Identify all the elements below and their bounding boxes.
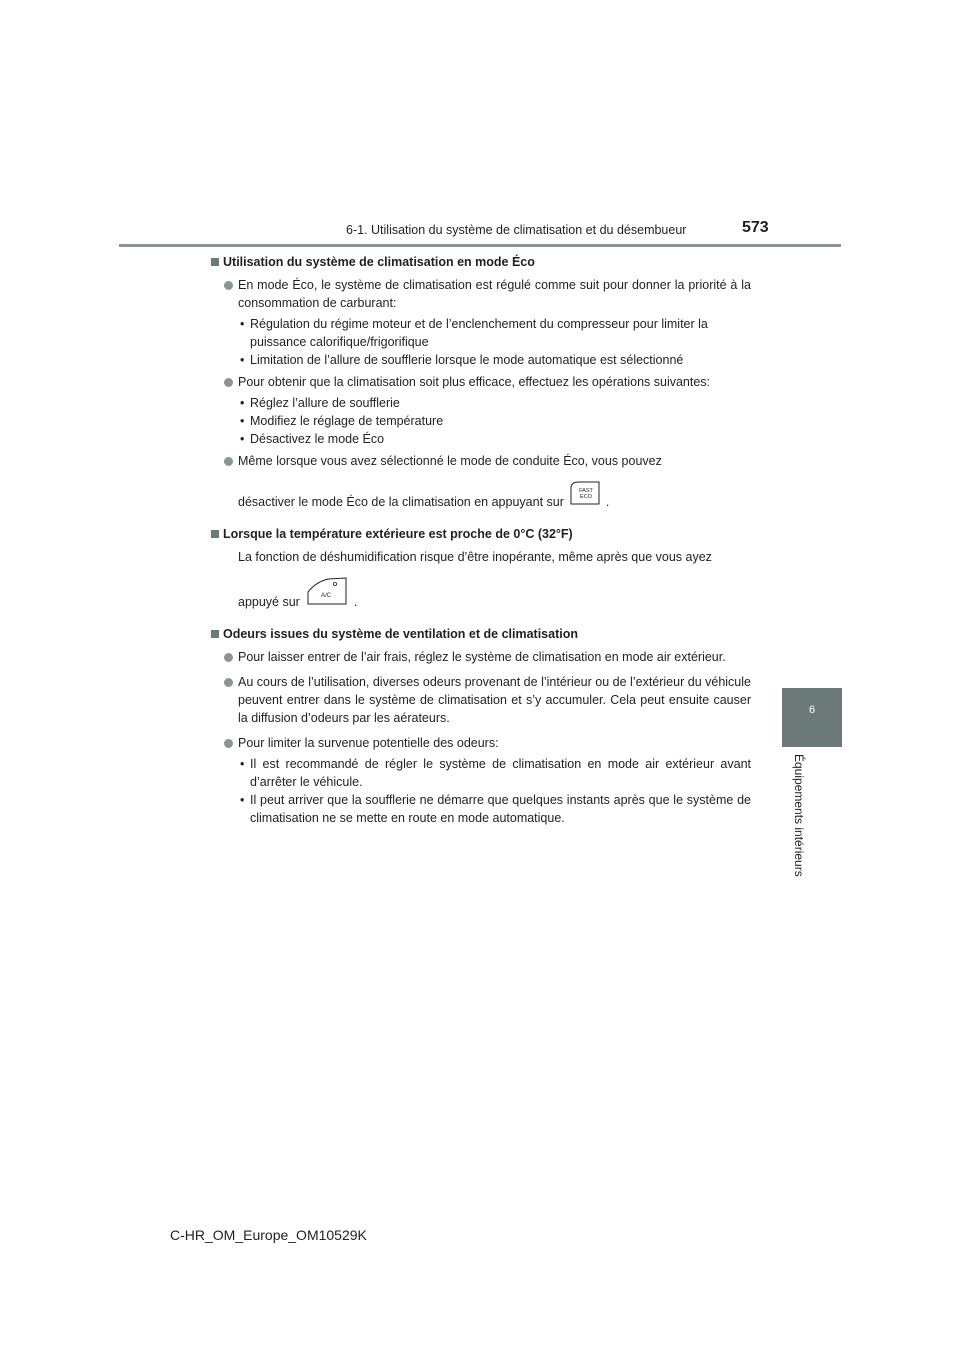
sub-list-text: Réglez l’allure de soufflerie bbox=[250, 396, 400, 410]
section-heading-text: Odeurs issues du système de ventilation et de climatisation bbox=[223, 627, 578, 641]
paragraph bbox=[211, 548, 751, 611]
bullet-item bbox=[211, 452, 751, 511]
section-eco-heading bbox=[211, 253, 751, 272]
sub-list-item bbox=[211, 351, 751, 369]
dot-marker-icon: • bbox=[240, 757, 245, 771]
bullet-item bbox=[211, 648, 751, 666]
sub-list bbox=[211, 394, 751, 448]
bullet-text: Au cours de l’utilisation, diverses odeurs provenant de l’intérieur ou de l’extérieur du véhicule peuvent entrer dans le système de climatisation et s’y accumuler. Cela peut ensuite causer la diffusion d’odeurs par les aérateurs. bbox=[238, 675, 751, 725]
chapter-tab bbox=[782, 688, 842, 747]
circle-bullet-icon bbox=[224, 739, 233, 748]
square-bullet-icon bbox=[211, 258, 219, 266]
sub-list-text: Il est recommandé de régler le système de climatisation en mode air extérieur avant d’arrêter le véhicule. bbox=[250, 757, 751, 789]
header-title: 6-1. Utilisation du système de climatisation et du désembueur bbox=[346, 223, 687, 237]
sub-list-item bbox=[211, 430, 751, 448]
header-rule bbox=[119, 244, 841, 247]
dot-marker-icon: • bbox=[240, 396, 245, 410]
bullet-text: Pour limiter la survenue potentielle des odeurs: bbox=[238, 736, 499, 750]
sub-list bbox=[211, 315, 751, 369]
bullet-text: Pour obtenir que la climatisation soit plus efficace, effectuez les opérations suivantes: bbox=[238, 375, 711, 389]
square-bullet-icon bbox=[211, 630, 219, 638]
sub-list-text: Limitation de l’allure de soufflerie lorsque le mode automatique est sélectionné bbox=[250, 353, 684, 367]
ac-label: A/C bbox=[320, 593, 331, 599]
paragraph-text: La fonction de déshumidification risque d’être inopérante, même après que vous ayez bbox=[238, 550, 712, 564]
circle-bullet-icon bbox=[224, 678, 233, 687]
main-content bbox=[211, 253, 751, 829]
bullet-text: Pour laisser entrer de l’air frais, réglez le système de climatisation en mode air extérieur. bbox=[238, 650, 726, 664]
sub-list-text: Modifiez le réglage de température bbox=[250, 414, 444, 428]
bullet-text: Même lorsque vous avez sélectionné le mode de conduite Éco, vous pouvez bbox=[238, 454, 662, 468]
paragraph-text-with-button bbox=[238, 576, 751, 611]
circle-bullet-icon bbox=[224, 378, 233, 387]
dot-marker-icon: • bbox=[240, 317, 245, 331]
section-odors-heading bbox=[211, 625, 751, 644]
chapter-tab-number: 6 bbox=[808, 704, 816, 716]
bullet-text: désactiver le mode Éco de la climatisation en appuyant sur bbox=[238, 495, 564, 509]
sub-list-text: Régulation du régime moteur et de l’enclenchement du compresseur pour limiter la puissance calorifique/frigorifique bbox=[250, 317, 708, 349]
circle-bullet-icon bbox=[224, 281, 233, 290]
section-heading-text: Utilisation du système de climatisation en mode Éco bbox=[223, 255, 535, 269]
sub-list-item bbox=[211, 791, 751, 827]
bullet-text: En mode Éco, le système de climatisation est régulé comme suit pour donner la priorité à la consommation de carburant: bbox=[238, 278, 751, 310]
footer-code: C-HR_OM_Europe_OM10529K bbox=[170, 1227, 367, 1243]
square-bullet-icon bbox=[211, 530, 219, 538]
sub-list-item bbox=[211, 394, 751, 412]
circle-bullet-icon bbox=[224, 653, 233, 662]
sub-list-item bbox=[211, 412, 751, 430]
ac-button-icon bbox=[304, 576, 350, 611]
dot-marker-icon: • bbox=[240, 414, 245, 428]
sub-list-item bbox=[211, 755, 751, 791]
section-heading-text: Lorsque la température extérieure est proche de 0°C (32°F) bbox=[223, 527, 573, 541]
fast-eco-label-line1: FAST bbox=[578, 488, 593, 494]
bullet-item bbox=[211, 373, 751, 391]
bullet-item bbox=[211, 673, 751, 727]
punctuation: . bbox=[605, 495, 610, 509]
bullet-item bbox=[211, 734, 751, 752]
sub-list-text: Désactivez le mode Éco bbox=[250, 432, 385, 446]
sub-list-item bbox=[211, 315, 751, 351]
fast-eco-label-line2: ECO bbox=[579, 494, 592, 500]
fast-eco-button-icon bbox=[568, 480, 602, 511]
section-temperature-heading bbox=[211, 525, 751, 544]
chapter-side-label: Équipements intérieurs bbox=[792, 754, 806, 877]
circle-bullet-icon bbox=[224, 457, 233, 466]
paragraph-text: appuyé sur bbox=[238, 595, 300, 609]
punctuation: . bbox=[353, 595, 358, 609]
dot-marker-icon: • bbox=[240, 793, 245, 807]
dot-marker-icon: • bbox=[240, 353, 245, 367]
sub-list-text: Il peut arriver que la soufflerie ne démarre que quelques instants après que le système de climatisation ne se mette en route en mode automatique. bbox=[250, 793, 751, 825]
bullet-text-with-button bbox=[238, 480, 751, 511]
page-number: 573 bbox=[742, 219, 769, 236]
sub-list bbox=[211, 755, 751, 827]
dot-marker-icon: • bbox=[240, 432, 245, 446]
bullet-item bbox=[211, 276, 751, 312]
